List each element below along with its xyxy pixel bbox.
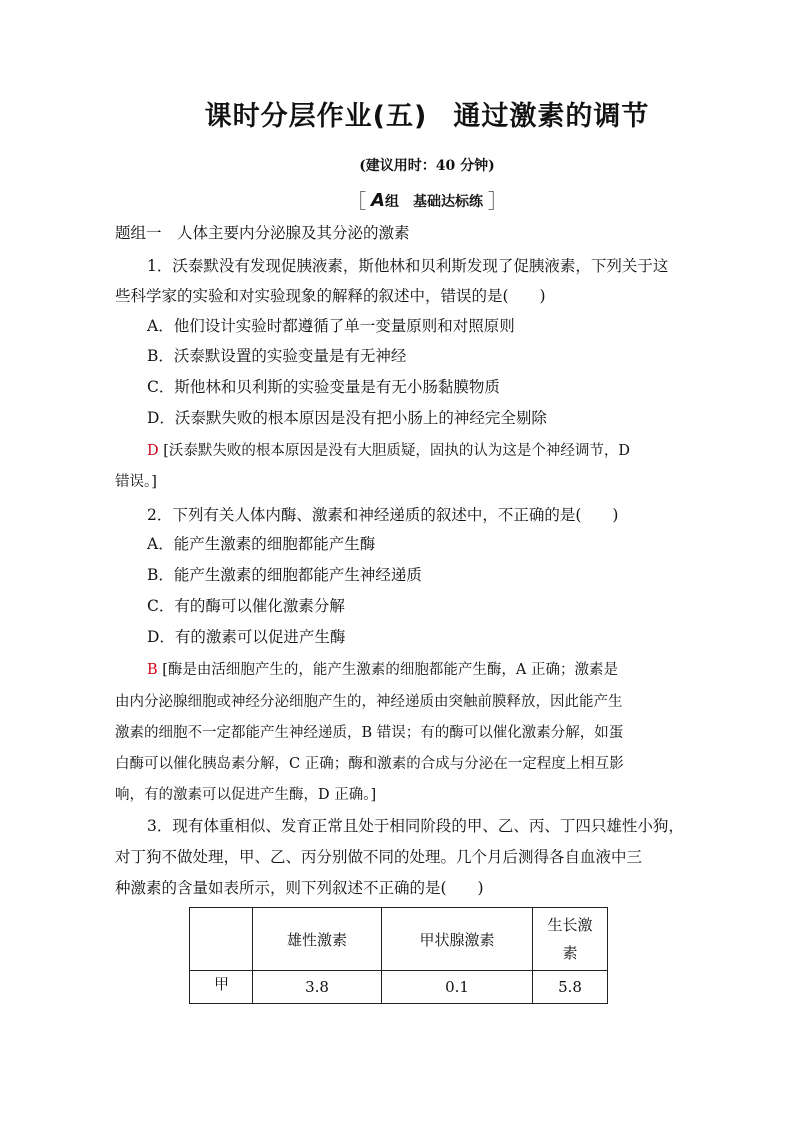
- q2-answer-line1: [147, 658, 618, 679]
- section-heading: 题组一 人体主要内分泌腺及其分泌的激素: [115, 224, 410, 242]
- q1-option-c: C．斯他林和贝利斯的实验变量是有无小肠黏膜物质: [147, 378, 500, 396]
- q2-option-b: B．能产生激素的细胞都能产生神经递质: [147, 566, 422, 584]
- q1-stem-line1: 1．沃泰默没有发现促胰液素，斯他林和贝利斯发现了促胰液素，下列关于这: [147, 257, 669, 275]
- table-corner-cell: [190, 908, 253, 971]
- time-note: (建议用时：40 分钟): [359, 158, 495, 174]
- group-tag: [0, 185, 794, 214]
- page-title: [0, 94, 794, 133]
- q2-answer-letter: B: [147, 662, 158, 678]
- q3-stem-line2: 对丁狗不做处理，甲、乙、丙分别做不同的处理。几个月后测得各自血液中三: [115, 848, 643, 866]
- table-cell: 3.8: [253, 971, 382, 1004]
- table-cell: 0.1: [382, 971, 533, 1004]
- title-part1: 课时分层作业(五): [204, 101, 428, 132]
- table-row: [190, 971, 608, 1004]
- q1-option-d: D．沃泰默失败的根本原因是没有把小肠上的神经完全剔除: [147, 409, 547, 427]
- table-row-label: 甲: [190, 971, 253, 1004]
- title-part2: 通过激素的调节: [453, 101, 650, 132]
- table-cell: 5.8: [533, 971, 608, 1004]
- group-label: 组 基础达标练: [384, 194, 483, 210]
- q2-stem: 2．下列有关人体内酶、激素和神经递质的叙述中，不正确的是( ): [147, 506, 619, 524]
- q1-option-b: B．沃泰默设置的实验变量是有无神经: [147, 347, 407, 365]
- table-header-cell: 雄性激素: [253, 908, 382, 971]
- table-header-col3-line2: 素: [562, 944, 578, 962]
- q3-stem-line3: 种激素的含量如表所示，则下列叙述不正确的是( ): [115, 879, 484, 897]
- table-header-cell: 甲状腺激素: [382, 908, 533, 971]
- table-header-cell: [533, 908, 608, 971]
- q2-answer-line4: 白酶可以催化胰岛素分解，C 正确；酶和激素的合成与分泌在一定程度上相互影: [115, 756, 624, 772]
- q3-stem-line1: 3．现有体重相似、发育正常且处于相同阶段的甲、乙、丙、丁四只雄性小狗，: [147, 817, 684, 835]
- hormone-table: [189, 907, 608, 1004]
- q1-option-a: A．他们设计实验时都遵循了单一变量原则和对照原则: [147, 317, 515, 335]
- left-bracket-icon: ［: [346, 189, 367, 213]
- q2-option-a: A．能产生激素的细胞都能产生酶: [147, 535, 376, 553]
- q2-option-c: C．有的酶可以催化激素分解: [147, 597, 345, 615]
- q2-answer-text1: [酶是由活细胞产生的，能产生激素的细胞都能产生酶，A 正确；激素是: [162, 662, 619, 678]
- right-bracket-icon: ］: [487, 189, 508, 213]
- q2-answer-line2: 由内分泌腺细胞或神经分泌细胞产生的，神经递质由突触前膜释放，因此能产生: [115, 694, 623, 710]
- q2-option-d: D．有的激素可以促进产生酶: [147, 628, 346, 646]
- q1-answer-line1: [147, 439, 630, 460]
- q2-answer-line5: 响，有的激素可以促进产生酶，D 正确。]: [115, 787, 377, 803]
- group-letter: A: [371, 190, 385, 211]
- q1-answer-line2: 错误。]: [115, 474, 157, 490]
- table-header-col3-line1: 生长激: [547, 916, 593, 934]
- q2-answer-line3: 激素的细胞不一定都能产生神经递质，B 错误；有的酶可以催化激素分解，如蛋: [115, 725, 624, 741]
- q1-stem-line2: 些科学家的实验和对实验现象的解释的叙述中，错误的是( ): [115, 287, 546, 305]
- q1-answer-text1: [沃泰默失败的根本原因是没有大胆质疑，固执的认为这是个神经调节，D: [163, 443, 631, 459]
- q1-answer-letter: D: [147, 443, 159, 459]
- table-header-row: [190, 908, 608, 971]
